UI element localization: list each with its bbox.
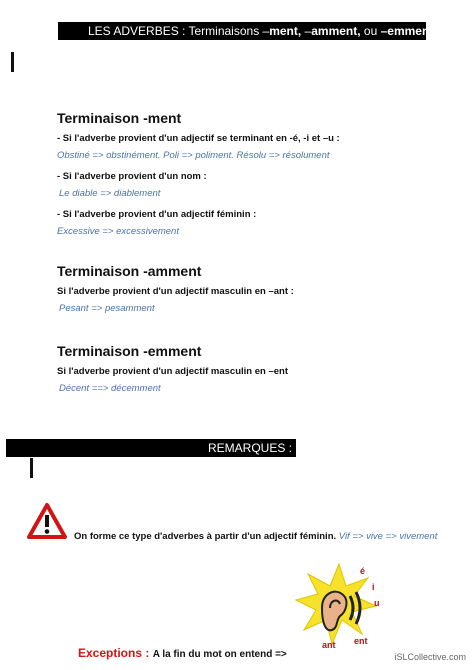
example-text: Excessive => excessivement bbox=[57, 226, 179, 237]
title-amment: amment, bbox=[311, 24, 361, 38]
ear-letter-e: é bbox=[360, 566, 366, 576]
section-emment bbox=[57, 343, 457, 403]
rule-text: - Si l'adverbe provient d'un adjectif se terminant en -é, -i et –u : bbox=[57, 133, 340, 144]
ear-icon bbox=[292, 560, 386, 650]
rule-text: Si l'adverbe provient d'un adjectif masculin en –ent bbox=[57, 366, 288, 377]
site-credit: iSLCollective.com bbox=[394, 652, 466, 662]
example-text: Décent ==> décemment bbox=[59, 383, 161, 394]
example-text: Le diable => diablement bbox=[59, 188, 161, 199]
section-title: Terminaison -ment bbox=[57, 110, 182, 126]
ear-letter-u: u bbox=[374, 598, 380, 608]
rule-text: - Si l'adverbe provient d'un nom : bbox=[57, 171, 207, 182]
section-title: Terminaison -emment bbox=[57, 343, 202, 359]
rule-text: Si l'adverbe provient d'un adjectif masculin en –ant : bbox=[57, 286, 294, 297]
title-gap: – bbox=[301, 24, 312, 38]
remark-text: On forme ce type d'adverbes à partir d'un adjectif féminin. bbox=[74, 531, 337, 542]
exceptions-text: A la fin du mot on entend => bbox=[152, 649, 287, 660]
title-prefix: LES ADVERBES : Terminaisons – bbox=[88, 24, 270, 38]
section-amment bbox=[57, 263, 457, 323]
section-ment bbox=[57, 110, 457, 246]
ear-letter-i: i bbox=[372, 582, 375, 592]
remark-example: Vif => vive => vivement bbox=[336, 531, 438, 542]
example-text: Obstiné => obstinément. Poli => poliment. Résolu => résolument bbox=[57, 150, 330, 161]
rule-text: - Si l'adverbe provient d'un adjectif féminin : bbox=[57, 209, 257, 220]
remarks-bar bbox=[6, 439, 296, 457]
exceptions-line bbox=[78, 646, 287, 660]
title-ment: ment, bbox=[269, 24, 302, 38]
ear-letters-ent: ent bbox=[354, 636, 368, 646]
ear-letters-ant: ant bbox=[322, 640, 336, 650]
text-cursor bbox=[30, 458, 33, 478]
title-qmark: ? bbox=[433, 24, 444, 38]
section-title: Terminaison -amment bbox=[57, 263, 202, 279]
warning-icon bbox=[27, 503, 67, 539]
title-ou: ou bbox=[360, 24, 381, 38]
text-cursor bbox=[11, 52, 14, 72]
remark-line bbox=[74, 531, 437, 542]
example-text: Pesant => pesamment bbox=[59, 303, 155, 314]
exceptions-label: Exceptions : bbox=[78, 646, 153, 660]
title-emment: –emment bbox=[380, 24, 434, 38]
remarks-bar-label: REMARQUES : bbox=[207, 441, 292, 455]
title-bar bbox=[58, 22, 444, 40]
